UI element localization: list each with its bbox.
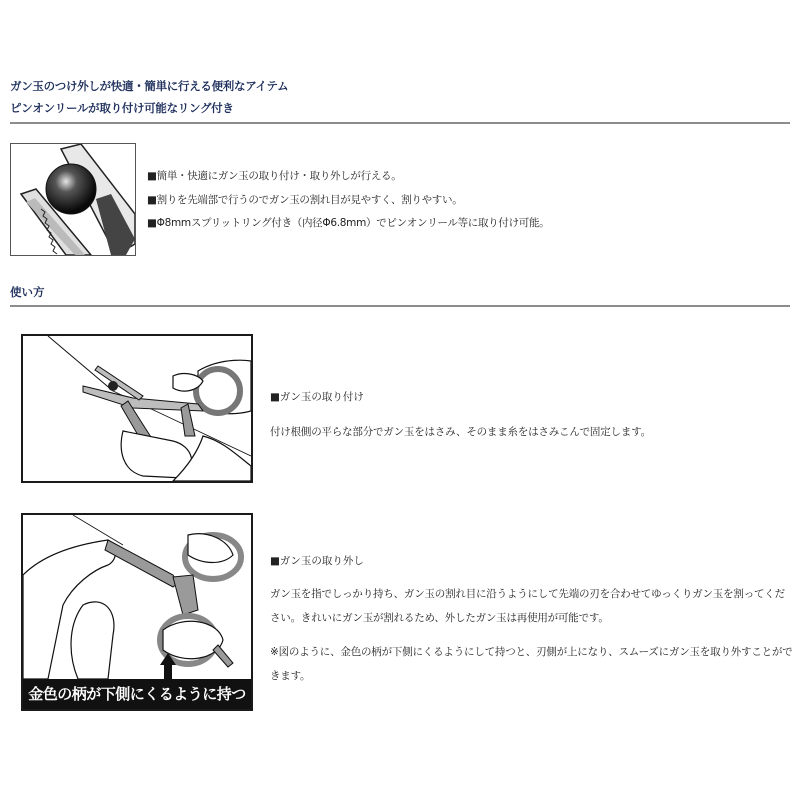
split-shot-closeup-image xyxy=(10,143,136,256)
header-divider xyxy=(10,122,790,124)
pliers-jaw-illustration xyxy=(11,144,135,255)
step-remove-description: ガン玉を指でしっかり持ち、ガン玉の割れ目に沿うようにして先端の刃を合わせてゆっくりガン玉を割ってください。きれいにガン玉が割れるため、外したガン玉は再使用が可能です。 xyxy=(270,588,785,624)
hands-holding-pliers-remove-illustration xyxy=(23,515,251,679)
headline-primary: ガン玉のつけ外しが快適・簡単に行える便利なアイテム xyxy=(10,79,289,93)
step-attach-description: 付け根側の平らな部分でガン玉をはさみ、そのまま糸をはさみこんで固定します。 xyxy=(270,426,651,438)
attach-split-shot-image xyxy=(21,334,253,483)
feature-bullet: ■Φ8mmスプリットリング付き（内径Φ6.8mm）でピンオンリール等に取り付け可能。 xyxy=(147,217,550,229)
feature-bullet: ■割りを先端部で行うのでガン玉の割れ目が見やすく、割りやすい。 xyxy=(147,194,463,206)
feature-bullet: ■簡単・快適にガン玉の取り付け・取り外しが行える。 xyxy=(147,170,402,182)
step-attach-title: ■ガン玉の取り付け xyxy=(270,391,364,403)
headline-secondary: ピンオンリールが取り付け可能なリング付き xyxy=(10,101,234,115)
usage-section-title: 使い方 xyxy=(10,285,45,299)
remove-split-shot-image xyxy=(21,513,253,711)
usage-divider xyxy=(10,305,790,307)
arrow-up-icon xyxy=(160,653,176,679)
step-remove-note: ※図のように、金色の柄が下側にくるようにして持つと、刃側が上になり、スムーズにガン玉を取り外すことができます。 xyxy=(270,646,793,682)
hands-holding-pliers-attach-illustration xyxy=(23,336,251,481)
figure-caption: 金色の柄が下側にくるように持つ xyxy=(23,679,251,709)
step-remove-title: ■ガン玉の取り外し xyxy=(270,555,364,567)
